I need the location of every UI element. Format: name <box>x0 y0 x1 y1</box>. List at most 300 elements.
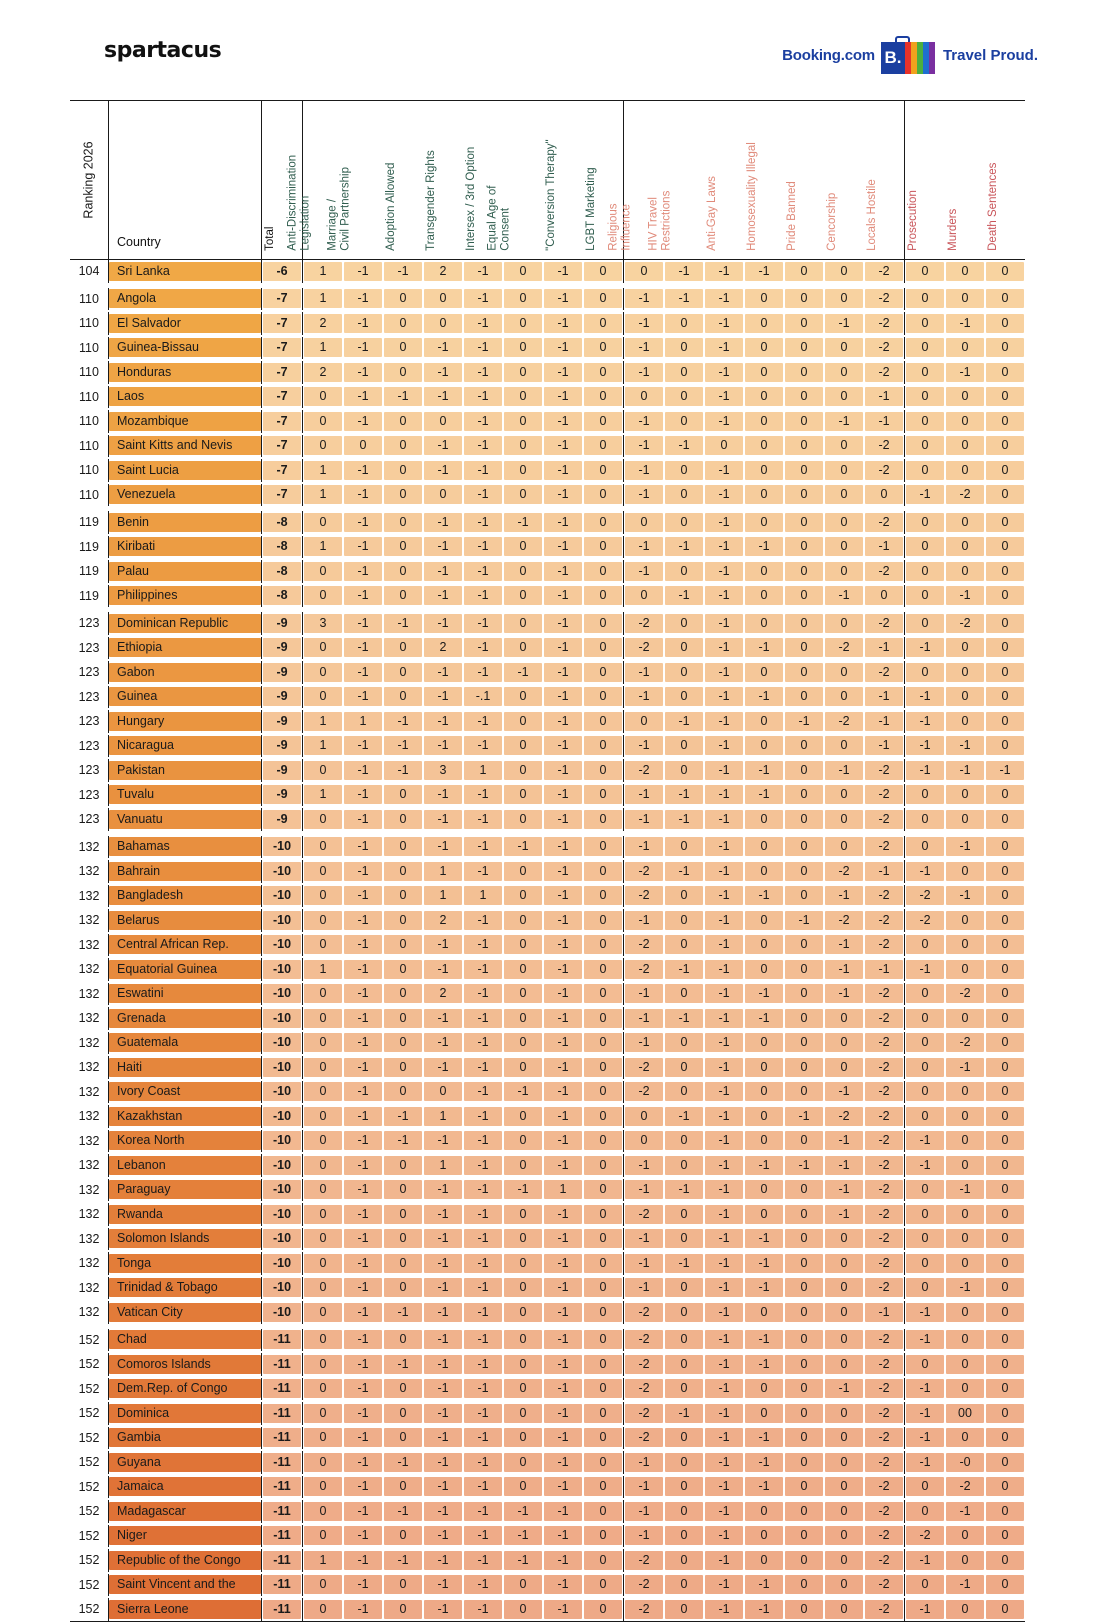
cell-score <box>503 859 543 884</box>
cell-score <box>784 1548 824 1573</box>
cell-score <box>543 1524 583 1549</box>
score-chip: 0 <box>946 687 984 706</box>
score-chip: 0 <box>584 1180 622 1199</box>
score-chip: 0 <box>946 810 984 829</box>
cell-score <box>824 584 864 610</box>
score-chip: -1 <box>344 886 382 905</box>
cell-score <box>383 1227 423 1252</box>
score-chip: 0 <box>665 1428 703 1447</box>
score-chip: 0 <box>946 1379 984 1398</box>
cell-score <box>945 509 985 535</box>
score-chip: -1 <box>344 1303 382 1322</box>
cell-score <box>543 1377 583 1402</box>
cell-score <box>664 1377 704 1402</box>
score-chip: -1 <box>705 1428 743 1447</box>
total-chip: -8 <box>263 562 301 581</box>
score-chip: -2 <box>625 1330 663 1349</box>
score-chip: 0 <box>825 562 863 581</box>
country-name: Nicaragua <box>117 738 174 753</box>
cell-score <box>463 1326 503 1352</box>
score-chip: -2 <box>865 1180 903 1199</box>
score-chip: -1 <box>504 1082 542 1101</box>
cell-country <box>109 982 262 1007</box>
cell-score <box>864 933 905 958</box>
score-chip: 0 <box>304 1404 342 1423</box>
cell-score <box>343 1377 383 1402</box>
table-row <box>70 1178 1025 1203</box>
country-name: Angola <box>117 291 156 306</box>
cell-score <box>463 1475 503 1500</box>
cell-ranking: 132 <box>70 1251 109 1276</box>
score-chip: 0 <box>584 1009 622 1028</box>
cell-score <box>824 483 864 509</box>
cell-score <box>503 1352 543 1377</box>
cell-total <box>262 1055 303 1080</box>
score-chip: 0 <box>986 1355 1024 1374</box>
cell-ranking: 110 <box>70 336 109 361</box>
score-chip: -1 <box>946 1180 984 1199</box>
cell-score <box>744 559 784 584</box>
score-chip: -2 <box>865 314 903 333</box>
cell-score <box>383 336 423 361</box>
cell-total <box>262 709 303 734</box>
score-chip: -1 <box>544 1477 582 1496</box>
cell-score <box>503 1006 543 1031</box>
cell-score <box>824 509 864 535</box>
score-chip: 00 <box>946 1404 984 1423</box>
cell-score <box>423 1426 463 1451</box>
score-chip: 0 <box>665 1551 703 1570</box>
score-chip: 1 <box>304 289 342 308</box>
score-chip: -1 <box>705 387 743 406</box>
cell-score <box>503 1401 543 1426</box>
score-chip: 0 <box>384 1058 422 1077</box>
total-chip: -9 <box>263 638 301 657</box>
score-chip: -1 <box>625 412 663 431</box>
cell-ranking: 152 <box>70 1475 109 1500</box>
cell-score <box>583 783 624 808</box>
cell-score <box>985 360 1025 385</box>
cell-ranking: 123 <box>70 610 109 636</box>
score-chip: 0 <box>384 960 422 979</box>
country-name: Honduras <box>117 364 172 379</box>
score-chip: -1 <box>424 513 462 532</box>
header-murders-label: Murders <box>947 208 960 251</box>
score-chip: -1 <box>906 1551 944 1570</box>
cell-score <box>864 807 905 833</box>
cell-score <box>303 1597 344 1621</box>
cell-score <box>824 1352 864 1377</box>
cell-score <box>824 1475 864 1500</box>
score-chip: -1 <box>464 1502 502 1521</box>
cell-score <box>985 559 1025 584</box>
score-chip: -1 <box>344 562 382 581</box>
cell-score <box>303 1104 344 1129</box>
cell-score <box>303 1202 344 1227</box>
cell-score <box>383 434 423 459</box>
score-chip: -1 <box>344 537 382 556</box>
score-chip: -1 <box>625 363 663 382</box>
score-chip: 0 <box>504 1453 542 1472</box>
cell-score <box>945 1153 985 1178</box>
score-chip: 2 <box>424 638 462 657</box>
cell-score <box>624 260 665 286</box>
score-chip: -1 <box>464 1330 502 1349</box>
score-chip: 0 <box>785 1009 823 1028</box>
cell-country <box>109 734 262 759</box>
score-chip: 0 <box>584 513 622 532</box>
cell-score <box>744 311 784 336</box>
cell-score <box>543 1426 583 1451</box>
country-name: Bangladesh <box>117 888 184 903</box>
country-name: Dominica <box>117 1405 170 1420</box>
cell-score <box>624 1129 665 1154</box>
score-chip: 0 <box>584 761 622 780</box>
score-chip: 0 <box>745 1551 783 1570</box>
score-chip: -1 <box>544 338 582 357</box>
cell-score <box>905 434 946 459</box>
cell-score <box>303 434 344 459</box>
score-chip: -1 <box>464 586 502 605</box>
cell-ranking: 132 <box>70 933 109 958</box>
cell-ranking: 119 <box>70 535 109 560</box>
score-chip: 0 <box>584 1082 622 1101</box>
cell-ranking: 119 <box>70 559 109 584</box>
table-row <box>70 458 1025 483</box>
cell-country <box>109 1006 262 1031</box>
total-chip: -9 <box>263 761 301 780</box>
table-row <box>70 1548 1025 1573</box>
score-chip: -1 <box>344 1330 382 1349</box>
cell-score <box>664 1129 704 1154</box>
score-chip: 0 <box>986 1428 1024 1447</box>
score-chip: 0 <box>584 1330 622 1349</box>
score-chip: -1 <box>464 1526 502 1545</box>
cell-score <box>864 360 905 385</box>
total-chip: -10 <box>263 1009 301 1028</box>
score-chip: 0 <box>946 1082 984 1101</box>
score-chip: -1 <box>906 687 944 706</box>
cell-score <box>503 1153 543 1178</box>
total-chip: -10 <box>263 1058 301 1077</box>
cell-country <box>109 859 262 884</box>
cell-score <box>704 1352 744 1377</box>
cell-score <box>905 409 946 434</box>
score-chip: 0 <box>384 1180 422 1199</box>
cell-score <box>905 584 946 610</box>
score-chip: -1 <box>424 1477 462 1496</box>
score-chip: -1 <box>464 1082 502 1101</box>
cell-ranking: 132 <box>70 1178 109 1203</box>
score-chip: 0 <box>986 1379 1024 1398</box>
cell-score <box>463 1300 503 1326</box>
cell-score <box>423 908 463 933</box>
cell-total <box>262 685 303 710</box>
country-name: Ethiopia <box>117 640 163 655</box>
country-chip <box>109 1156 261 1175</box>
cell-score <box>704 336 744 361</box>
cell-score <box>704 859 744 884</box>
score-chip: 0 <box>584 614 622 633</box>
score-chip: -1 <box>344 513 382 532</box>
score-chip: 0 <box>424 314 462 333</box>
score-chip: 0 <box>825 1600 863 1619</box>
score-chip: 0 <box>665 1355 703 1374</box>
score-chip: 0 <box>986 1404 1024 1423</box>
score-chip: -1 <box>464 1355 502 1374</box>
score-chip: 0 <box>584 1278 622 1297</box>
cell-score <box>303 1475 344 1500</box>
score-chip: 0 <box>745 314 783 333</box>
cell-ranking: 110 <box>70 483 109 509</box>
score-chip: 0 <box>344 436 382 455</box>
score-chip: -1 <box>464 387 502 406</box>
cell-score <box>945 1597 985 1621</box>
score-chip: -1 <box>464 485 502 504</box>
cell-score <box>744 758 784 783</box>
header-death-sentences-label: Death Sentences <box>987 162 1000 251</box>
score-chip: 0 <box>584 1404 622 1423</box>
cell-score <box>383 1597 423 1621</box>
score-chip: -1 <box>785 1107 823 1126</box>
cell-score <box>824 660 864 685</box>
score-chip: -1 <box>705 363 743 382</box>
score-chip: -1 <box>625 1180 663 1199</box>
score-chip: -2 <box>865 761 903 780</box>
cell-score <box>704 1006 744 1031</box>
cell-score <box>664 783 704 808</box>
cell-score <box>303 1426 344 1451</box>
score-chip: -1 <box>906 862 944 881</box>
country-chip <box>109 935 261 954</box>
cell-score <box>824 1573 864 1598</box>
cell-total <box>262 1377 303 1402</box>
score-chip: -1 <box>825 586 863 605</box>
cell-score <box>905 1426 946 1451</box>
score-chip: -1 <box>504 1551 542 1570</box>
score-chip: -2 <box>625 1303 663 1322</box>
cell-score <box>423 409 463 434</box>
cell-score <box>985 336 1025 361</box>
cell-score <box>784 535 824 560</box>
score-chip: 0 <box>986 638 1024 657</box>
header-conversion-therapy-label: "Conversion Therapy" <box>545 139 558 251</box>
cell-score <box>303 458 344 483</box>
score-chip: 0 <box>504 562 542 581</box>
score-chip: -1 <box>705 1551 743 1570</box>
cell-score <box>343 385 383 410</box>
score-chip: -1 <box>745 1278 783 1297</box>
cell-score <box>383 1426 423 1451</box>
cell-score <box>583 1524 624 1549</box>
cell-ranking: 132 <box>70 1055 109 1080</box>
score-chip: 0 <box>785 1379 823 1398</box>
score-chip: -1 <box>705 1600 743 1619</box>
score-chip: 0 <box>986 1131 1024 1150</box>
cell-score <box>383 584 423 610</box>
cell-score <box>905 1251 946 1276</box>
score-chip: -1 <box>705 1379 743 1398</box>
score-chip: -1 <box>424 436 462 455</box>
cell-score <box>503 758 543 783</box>
score-chip: -1 <box>625 1229 663 1248</box>
score-chip: 0 <box>745 663 783 682</box>
cell-score <box>784 1401 824 1426</box>
score-chip: -1 <box>625 1502 663 1521</box>
cell-score <box>664 685 704 710</box>
country-chip <box>109 1379 261 1398</box>
score-chip: 0 <box>304 1180 342 1199</box>
cell-score <box>744 734 784 759</box>
cell-score <box>303 833 344 859</box>
cell-score <box>383 884 423 909</box>
score-chip: -2 <box>865 1330 903 1349</box>
score-chip: -2 <box>625 1379 663 1398</box>
cell-score <box>664 1202 704 1227</box>
score-chip: -1 <box>705 638 743 657</box>
score-chip: 0 <box>785 837 823 856</box>
score-chip: -1 <box>665 262 703 281</box>
cell-country <box>109 908 262 933</box>
score-chip: 0 <box>304 935 342 954</box>
score-chip: 0 <box>745 1303 783 1322</box>
country-chip <box>109 736 261 755</box>
cell-country <box>109 1276 262 1301</box>
cell-score <box>624 660 665 685</box>
score-chip: 0 <box>384 436 422 455</box>
cell-score <box>824 1276 864 1301</box>
score-chip: -1 <box>344 289 382 308</box>
score-chip: 0 <box>785 537 823 556</box>
table-row <box>70 957 1025 982</box>
cell-score <box>784 610 824 636</box>
country-name: Dem.Rep. of Congo <box>117 1381 228 1396</box>
score-chip: -1 <box>464 314 502 333</box>
score-chip: -1 <box>464 1379 502 1398</box>
cell-score <box>864 1129 905 1154</box>
cell-score <box>624 311 665 336</box>
score-chip: 0 <box>986 1575 1024 1594</box>
total-chip: -11 <box>263 1428 301 1447</box>
cell-score <box>583 336 624 361</box>
score-chip: -2 <box>865 1156 903 1175</box>
score-chip: -1 <box>544 1058 582 1077</box>
cell-ranking: 132 <box>70 1031 109 1056</box>
table-row <box>70 1352 1025 1377</box>
cell-score <box>583 734 624 759</box>
cell-ranking: 132 <box>70 1202 109 1227</box>
cell-score <box>985 807 1025 833</box>
country-name: Korea North <box>117 1133 185 1148</box>
header-anti-gay-laws <box>704 101 744 260</box>
cell-score <box>945 908 985 933</box>
total-chip: -10 <box>263 1254 301 1273</box>
score-chip: 0 <box>384 1254 422 1273</box>
cell-total <box>262 360 303 385</box>
cell-score <box>985 1377 1025 1402</box>
score-chip: -2 <box>865 886 903 905</box>
cell-score <box>784 982 824 1007</box>
cell-score <box>905 1080 946 1105</box>
cell-score <box>664 311 704 336</box>
cell-score <box>985 1104 1025 1129</box>
cell-ranking: 110 <box>70 434 109 459</box>
cell-score <box>744 1524 784 1549</box>
score-chip: 0 <box>304 1502 342 1521</box>
country-chip <box>109 1254 261 1273</box>
cell-score <box>864 982 905 1007</box>
country-name: Comoros Islands <box>117 1356 211 1371</box>
cell-score <box>824 535 864 560</box>
score-chip: 0 <box>906 387 944 406</box>
score-chip: 0 <box>665 1303 703 1322</box>
cell-score <box>303 385 344 410</box>
country-chip <box>109 1009 261 1028</box>
country-name: Trinidad & Tobago <box>117 1280 218 1295</box>
score-chip: 0 <box>785 935 823 954</box>
cell-score <box>744 908 784 933</box>
score-chip: 0 <box>665 338 703 357</box>
score-chip: 0 <box>625 387 663 406</box>
country-name: Paraguay <box>117 1182 171 1197</box>
score-chip: -1 <box>705 586 743 605</box>
cell-score <box>744 982 784 1007</box>
cell-country <box>109 409 262 434</box>
cell-score <box>784 685 824 710</box>
cell-score <box>784 1300 824 1326</box>
cell-score <box>303 260 344 286</box>
score-chip: 0 <box>785 614 823 633</box>
cell-score <box>624 1227 665 1252</box>
score-chip: -1 <box>705 537 743 556</box>
score-chip: 0 <box>665 1229 703 1248</box>
cell-score <box>423 982 463 1007</box>
score-chip: -1 <box>464 1575 502 1594</box>
cell-score <box>624 1006 665 1031</box>
score-chip: -1 <box>705 1033 743 1052</box>
score-chip: -1 <box>665 1107 703 1126</box>
cell-score <box>704 1055 744 1080</box>
score-chip: -2 <box>865 1033 903 1052</box>
cell-score <box>905 1129 946 1154</box>
score-chip: 0 <box>825 1428 863 1447</box>
score-chip: 0 <box>584 1575 622 1594</box>
country-name: Vanuatu <box>117 811 163 826</box>
score-chip: 0 <box>304 1355 342 1374</box>
cell-total <box>262 1450 303 1475</box>
score-chip: -1 <box>625 537 663 556</box>
score-chip: -1 <box>705 736 743 755</box>
cell-score <box>543 807 583 833</box>
cell-ranking: 110 <box>70 458 109 483</box>
score-chip: 0 <box>504 1428 542 1447</box>
cell-score <box>824 833 864 859</box>
cell-ranking: 132 <box>70 982 109 1007</box>
score-chip: 0 <box>906 1575 944 1594</box>
score-chip: 0 <box>504 289 542 308</box>
cell-score <box>704 908 744 933</box>
cell-score <box>423 385 463 410</box>
score-chip: 0 <box>504 687 542 706</box>
score-chip: -1 <box>544 1229 582 1248</box>
cell-score <box>704 385 744 410</box>
score-chip: 3 <box>304 614 342 633</box>
score-chip: -1 <box>544 1107 582 1126</box>
cell-score <box>383 285 423 311</box>
total-chip: -10 <box>263 984 301 1003</box>
cell-score <box>423 1326 463 1352</box>
cell-score <box>784 285 824 311</box>
